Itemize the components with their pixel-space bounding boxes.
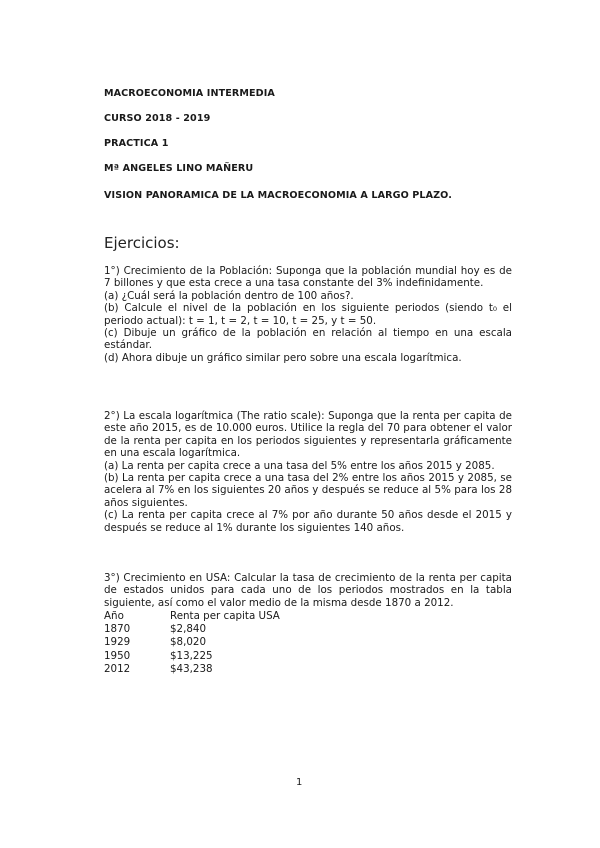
table-cell-income: $13,225 xyxy=(170,649,213,662)
exercise-3 xyxy=(104,572,512,609)
exercise-2 xyxy=(104,410,512,534)
topic-title: VISION PANORAMICA DE LA MACROECONOMIA A LARGO PLAZO. xyxy=(104,190,452,201)
author-name: Mª ANGELES LINO MAÑERU xyxy=(104,163,254,174)
exercise-1 xyxy=(104,265,512,364)
table-row xyxy=(104,663,280,676)
income-table xyxy=(104,610,280,676)
exercise-1-intro: 1°) Crecimiento de la Población: Suponga que la población mundial hoy es de 7 billones y que esta crece a una tasa constante del 3% indefinidamente. xyxy=(104,265,512,290)
exercise-2-intro: 2°) La escala logarítmica (The ratio scale): Suponga que la renta per capita de este año 2015, es de 10.000 euros. Utilice la regla del 70 para obtener el valor de la renta per capita en los periodos siguientes y representarla gráficamente en una escala logarítmica. xyxy=(104,410,512,460)
table-cell-income: $8,020 xyxy=(170,636,207,649)
table-cell-income: $43,238 xyxy=(170,662,213,675)
exercises-heading: Ejercicios: xyxy=(104,234,180,252)
exercise-1-b: (b) Calcule el nivel de la población en los siguiente periodos (siendo t₀ el periodo actual): t = 1, t = 2, t = 10, t = 25, y t = 50. xyxy=(104,302,512,327)
table-header-income: Renta per capita USA xyxy=(170,610,280,622)
table-row xyxy=(104,650,280,663)
table-cell-year: 2012 xyxy=(104,662,131,675)
table-cell-year: 1950 xyxy=(104,649,131,662)
table-row xyxy=(104,623,280,636)
table-cell-year: 1870 xyxy=(104,623,131,636)
page-number: 1 xyxy=(296,777,303,788)
exercise-2-b: (b) La renta per capita crece a una tasa del 2% entre los años 2015 y 2085, se acelera al 7% en los siguientes 20 años y después se reduce al 5% para los 28 años siguientes. xyxy=(104,472,512,509)
exercise-1-d: (d) Ahora dibuje un gráfico similar pero sobre una escala logarítmica. xyxy=(104,351,462,364)
exercise-2-a: (a) La renta per capita crece a una tasa del 5% entre los años 2015 y 2085. xyxy=(104,459,495,472)
practice-number: PRACTICA 1 xyxy=(104,138,169,149)
table-header-row xyxy=(104,610,280,623)
exercise-2-c: (c) La renta per capita crece al 7% por año durante 50 años desde el 2015 y después se reduce al 1% durante los siguientes 140 años. xyxy=(104,509,512,534)
table-cell-year: 1929 xyxy=(104,636,131,649)
course-title: MACROECONOMIA INTERMEDIA xyxy=(104,88,275,99)
table-row xyxy=(104,636,280,649)
table-cell-income: $2,840 xyxy=(170,623,207,636)
exercise-3-intro: 3°) Crecimiento en USA: Calcular la tasa de crecimiento de la renta per capita de estados unidos para cada uno de los periodos mostrados en la tabla siguiente, así como el valor medio de la misma desde 1870 a 2012. xyxy=(104,572,512,609)
table-header-year: Año xyxy=(104,610,124,622)
exercise-1-a: (a) ¿Cuál será la población dentro de 100 años?. xyxy=(104,289,354,302)
exercise-1-c: (c) Dibuje un gráfico de la población en relación al tiempo en una escala estándar. xyxy=(104,327,512,352)
academic-year: CURSO 2018 - 2019 xyxy=(104,113,211,124)
